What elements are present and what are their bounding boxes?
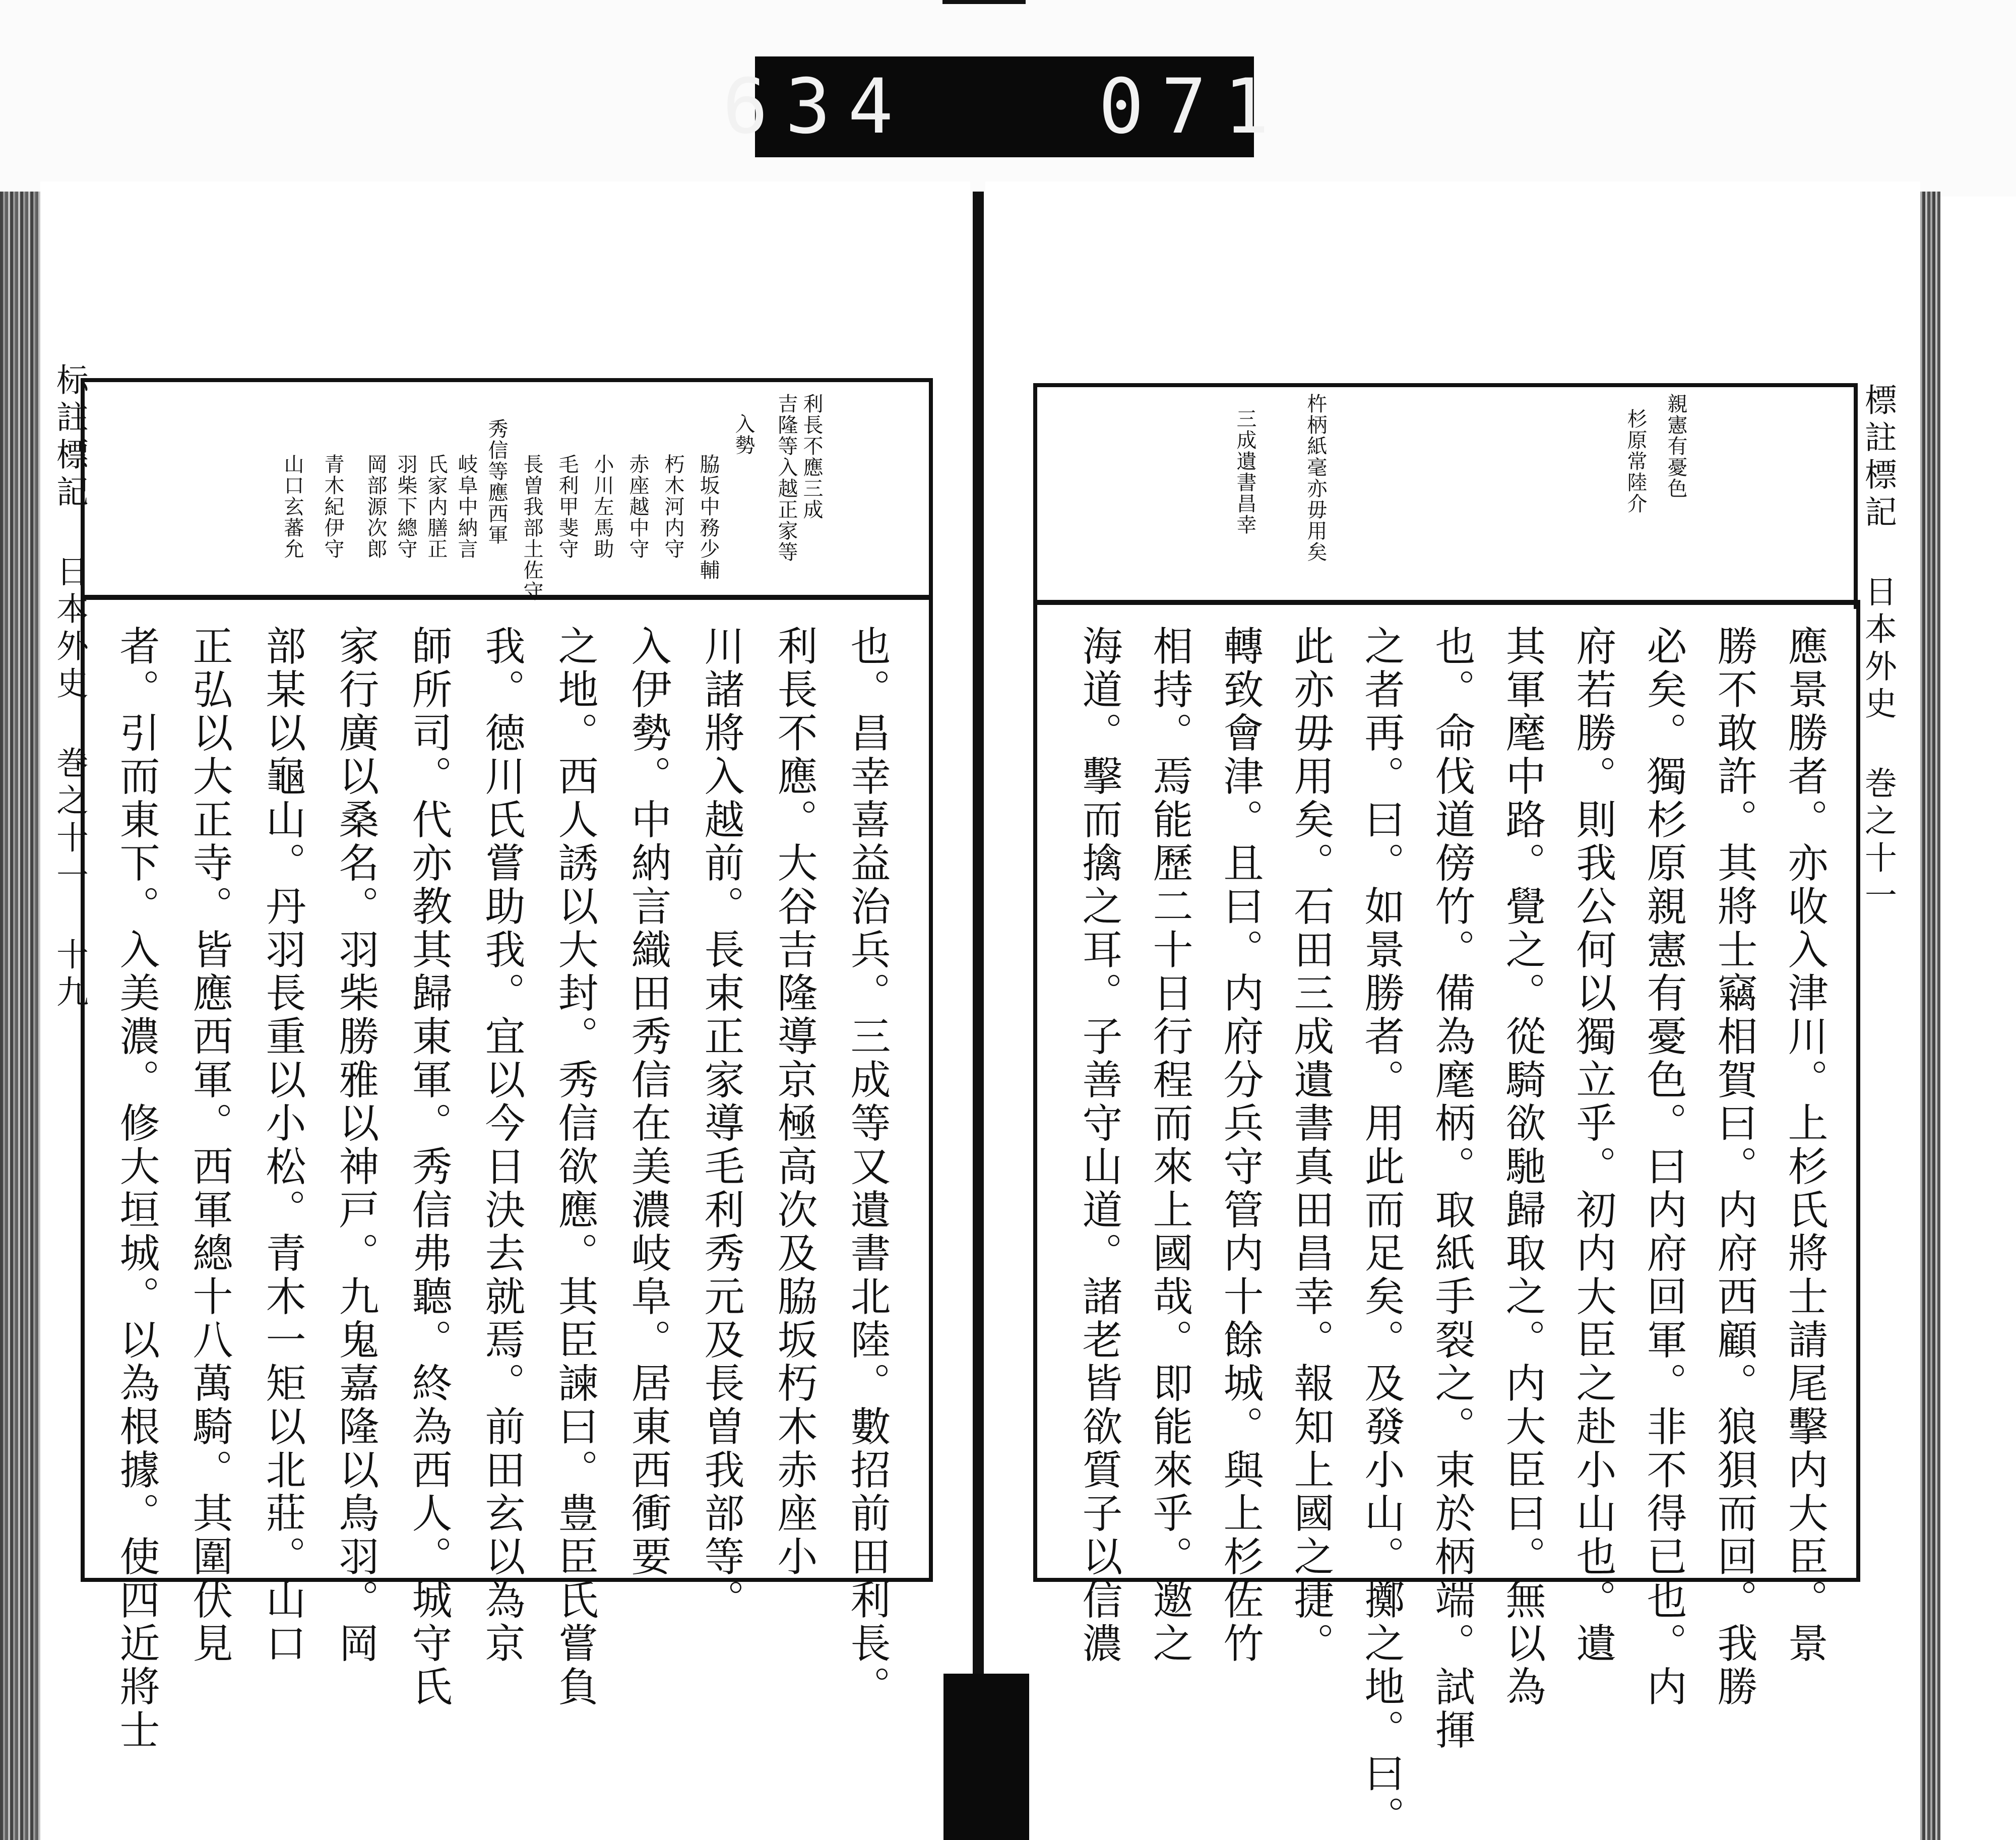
right-headnote-2: 杉原常陸介 (1624, 408, 1647, 514)
left-headnote-16: 山口玄蕃允 (281, 454, 304, 560)
left-headnote-12: 氏家内膳正 (424, 454, 448, 560)
left-headnote-4: 脇坂中務少輔 (697, 454, 720, 581)
right-text-column-10: 相持。焉能歷二十日行程而來上國哉。即能來乎。邀之 (1146, 625, 1193, 1666)
right-headnote-3: 杵柄紙毫亦毋用矣 (1304, 393, 1327, 563)
right-text-column-7: 之者再。曰。如景勝者。用此而足矣。及發小山。擲之地。曰。 (1358, 625, 1405, 1839)
left-text-column-4: 入伊勢。中納言織田秀信在美濃岐阜。居東西衝要 (624, 625, 671, 1579)
left-headnote-3: 入勢 (732, 413, 755, 456)
left-headnote-13: 羽柴下總守 (394, 454, 417, 560)
left-text-column-3: 川諸將入越前。長束正家導毛利秀元及長曽我部等。 (698, 625, 744, 1622)
left-text-column-1: 也。昌幸喜益治兵。三成等又遺書北陸。數招前田利長。 (844, 625, 891, 1709)
film-reel-number: 634 (722, 63, 911, 151)
left-text-column-5: 之地。西人誘以大封。秀信欲應。其臣諫曰。豊臣氏嘗負 (551, 625, 598, 1709)
right-margin-title: 標註標記 日本外史 巻之十一 (1859, 383, 1897, 915)
right-headnote-4: 三成遺書昌幸 (1233, 408, 1256, 535)
left-headnote-5: 朽木河内守 (661, 454, 684, 560)
left-margin-title: 标註標記 日本外史 巻之十一 十九 (51, 363, 88, 1012)
right-headnote-1: 親憲有憂色 (1664, 393, 1687, 499)
left-headnote-6: 赤座越中守 (626, 454, 649, 560)
right-text-column-11: 海道。擊而擒之耳。子善守山道。諸老皆欲質子以信濃 (1076, 625, 1122, 1666)
left-text-column-8: 家行廣以桑名。羽柴勝雅以神戸。九鬼嘉隆以鳥羽。岡 (332, 625, 379, 1666)
right-text-column-8: 此亦毋用矣。石田三成遺書真田昌幸。報知上國之捷。 (1287, 625, 1334, 1666)
left-headnote-7: 小川左馬助 (591, 454, 614, 560)
left-text-column-9: 部某以龜山。丹羽長重以小松。青木一矩以北莊。山口 (259, 625, 306, 1666)
gutter-shadow (943, 1674, 1029, 1840)
right-text-column-9: 轉致會津。且曰。内府分兵守管内十餘城。與上杉佐竹 (1217, 625, 1264, 1666)
right-text-column-1: 應景勝者。亦收入津川。上杉氏將士請尾擊内大臣。景 (1781, 625, 1828, 1666)
left-headnote-11: 岐阜中納言 (455, 454, 478, 560)
left-headnote-15: 青木紀伊守 (321, 454, 344, 560)
left-text-column-7: 師所司。代亦教其歸東軍。秀信弗聽。終為西人。城守氏 (405, 625, 452, 1709)
left-headnote-10: 秀信等應西軍 (485, 418, 508, 545)
left-headnote-1: 利長不應三成 (800, 393, 823, 520)
film-frame-number: 071 (1098, 63, 1287, 151)
left-text-column-6: 我。徳川氏嘗助我。宜以今日決去就焉。前田玄以為京 (478, 625, 525, 1666)
right-text-column-6: 也。命伐道傍竹。備為麾柄。取紙手裂之。束於柄端。試揮 (1428, 625, 1475, 1752)
left-text-column-11: 者。引而東下。入美濃。修大垣城。以為根據。使四近將士 (113, 625, 160, 1752)
left-headnote-9: 長曽我部土佐守 (520, 454, 543, 602)
left-text-column-2: 利長不應。大谷吉隆導京極高次及脇坂朽木赤座小 (771, 625, 817, 1579)
top-clip-mark (942, 0, 1026, 4)
left-headnote-14: 岡部源次郎 (364, 454, 387, 560)
right-text-column-5: 其軍麾中路。覺之。從騎欲馳歸取之。内大臣曰。無以為 (1499, 625, 1546, 1709)
left-text-column-10: 正弘以大正寺。皆應西軍。西軍總十八萬騎。其圍伏見 (186, 625, 233, 1666)
film-label-spacer (911, 63, 1099, 151)
book-gutter (973, 192, 984, 1840)
right-text-column-3: 必矣。獨杉原親憲有憂色。曰内府回軍。非不得已也。内 (1640, 625, 1687, 1709)
left-headnote-2: 吉隆等入越正家等 (775, 393, 798, 563)
right-text-column-4: 府若勝。則我公何以獨立乎。初内大臣之赴小山也。遺 (1569, 625, 1616, 1666)
right-headnote-box (1033, 383, 1858, 609)
left-headnote-8: 毛利甲斐守 (555, 454, 579, 560)
film-frame-label (722, 56, 1287, 157)
right-text-column-2: 勝不敢許。其將士竊相賀曰。内府西顧。狼狽而回。我勝 (1711, 625, 1757, 1709)
